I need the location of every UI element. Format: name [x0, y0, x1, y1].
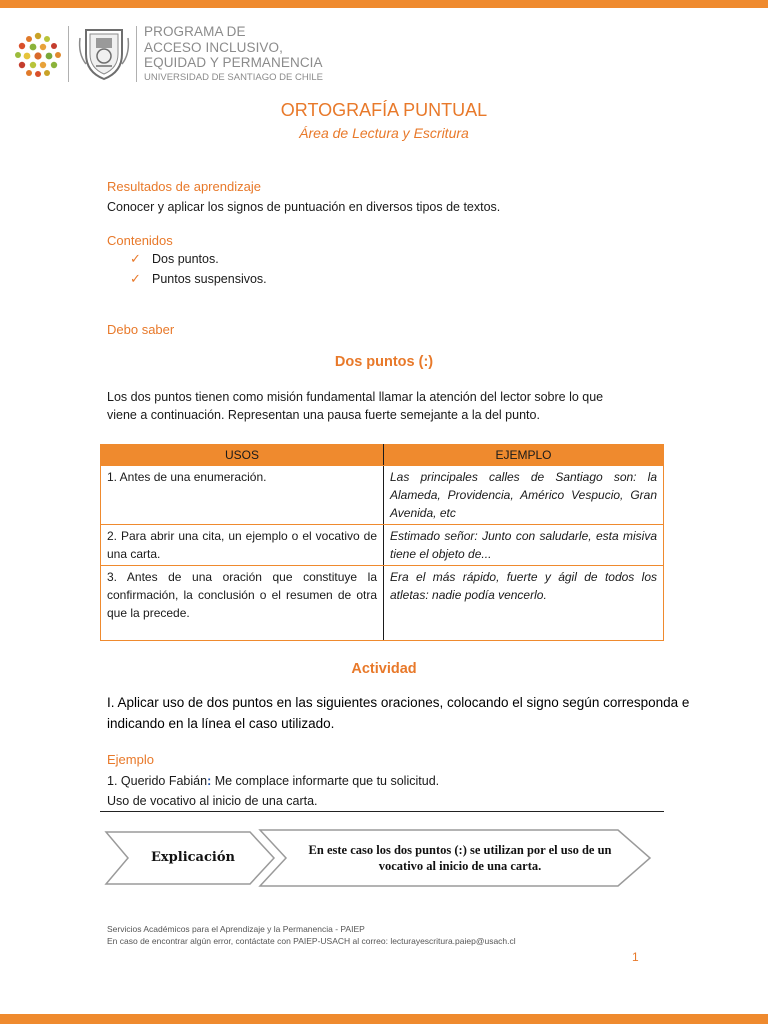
logo-divider [136, 26, 137, 82]
bottom-accent-bar [0, 1014, 768, 1024]
intro-line: viene a continuación. Representan una pausa fuerte semejante a la del punto. [107, 408, 540, 422]
program-name-line: PROGRAMA DE [144, 24, 246, 39]
contenidos-item-label: Puntos suspensivos. [152, 272, 267, 286]
contenidos-item [130, 270, 267, 288]
uso-cell: 1. Antes de una enumeración. [101, 466, 384, 525]
uso-cell: 2. Para abrir una cita, un ejemplo o el vocativo de una carta. [101, 525, 384, 566]
usos-table [100, 444, 664, 641]
page-number: 1 [632, 950, 639, 964]
ejemplo-cell: Estimado señor: Junto con saludarle, esta misiva tiene el objeto de... [384, 525, 664, 566]
checkmark-icon: ✓ [130, 251, 141, 266]
resultados-text: Conocer y aplicar los signos de puntuación en diversos tipos de textos. [107, 200, 501, 214]
intro-line: Los dos puntos tienen como misión fundamental llamar la atención del lector sobre lo que [107, 390, 604, 404]
dos-puntos-intro [107, 388, 667, 424]
actividad-heading: Actividad [351, 661, 417, 677]
footer-line: En caso de encontrar algún error, contáctate con PAIEP-USACH al correo: lecturayescritura.paiep@usach.cl [107, 936, 516, 946]
page-subtitle: Área de Lectura y Escritura [299, 125, 469, 141]
checkmark-icon: ✓ [130, 271, 141, 286]
explicacion-text: En este caso los dos puntos (:) se utilizan por el uso de un vocativo al inicio de una carta. [308, 843, 612, 873]
column-header-ejemplo: EJEMPLO [384, 445, 664, 466]
top-accent-bar [0, 0, 768, 8]
university-name: UNIVERSIDAD DE SANTIAGO DE CHILE [144, 71, 323, 83]
logo-divider [68, 26, 69, 82]
table-row [101, 566, 664, 641]
contenidos-item-label: Dos puntos. [152, 252, 219, 266]
page-title: ORTOGRAFÍA PUNTUAL [280, 100, 488, 120]
program-name [144, 24, 323, 85]
debo-saber-heading: Debo saber [107, 322, 175, 337]
ejemplo-sentence-start: 1. Querido Fabián [107, 774, 208, 788]
table-row [101, 525, 664, 566]
dos-puntos-heading: Dos puntos (:) [334, 354, 434, 370]
colon-mark: : [207, 774, 212, 788]
contenidos-heading: Contenidos [107, 233, 173, 248]
uso-cell: 3. Antes de una oración que constituye la confirmación, la conclusión o el resumen de otra que la precede. [101, 566, 384, 641]
contenidos-item [130, 250, 219, 268]
column-header-usos: USOS [101, 445, 384, 466]
resultados-heading: Resultados de aprendizaje [107, 179, 261, 194]
footer-line: Servicios Académicos para el Aprendizaje y la Permanencia - PAIEP [107, 924, 365, 934]
program-name-line: ACCESO INCLUSIVO, [144, 39, 283, 55]
program-name-line: EQUIDAD Y PERMANENCIA [144, 55, 323, 70]
university-crest-icon [76, 24, 132, 82]
table-header-row [101, 445, 664, 466]
ejemplo-sentence [107, 772, 439, 790]
ejemplo-cell: Era el más rápido, fuerte y ágil de todos los atletas: nadie podía vencerlo. [384, 566, 664, 641]
ejemplo-answer: Uso de vocativo al inicio de una carta. [107, 794, 318, 808]
leaves-logo-icon [12, 28, 64, 80]
explicacion-label: Explicación [151, 850, 235, 865]
actividad-instruction: I. Aplicar uso de dos puntos en las siguientes oraciones, colocando el signo según corresponda e indicando en la línea el caso utilizado. [107, 695, 690, 731]
ejemplo-cell: Las principales calles de Santiago son: la Alameda, Providencia, Américo Vespucio, Gran Avenida, etc [384, 466, 664, 525]
answer-line [100, 811, 664, 812]
footer [107, 923, 516, 947]
table-row [101, 466, 664, 525]
ejemplo-sentence-end: Me complace informarte que tu solicitud. [211, 774, 440, 788]
ejemplo-heading: Ejemplo [107, 752, 154, 767]
